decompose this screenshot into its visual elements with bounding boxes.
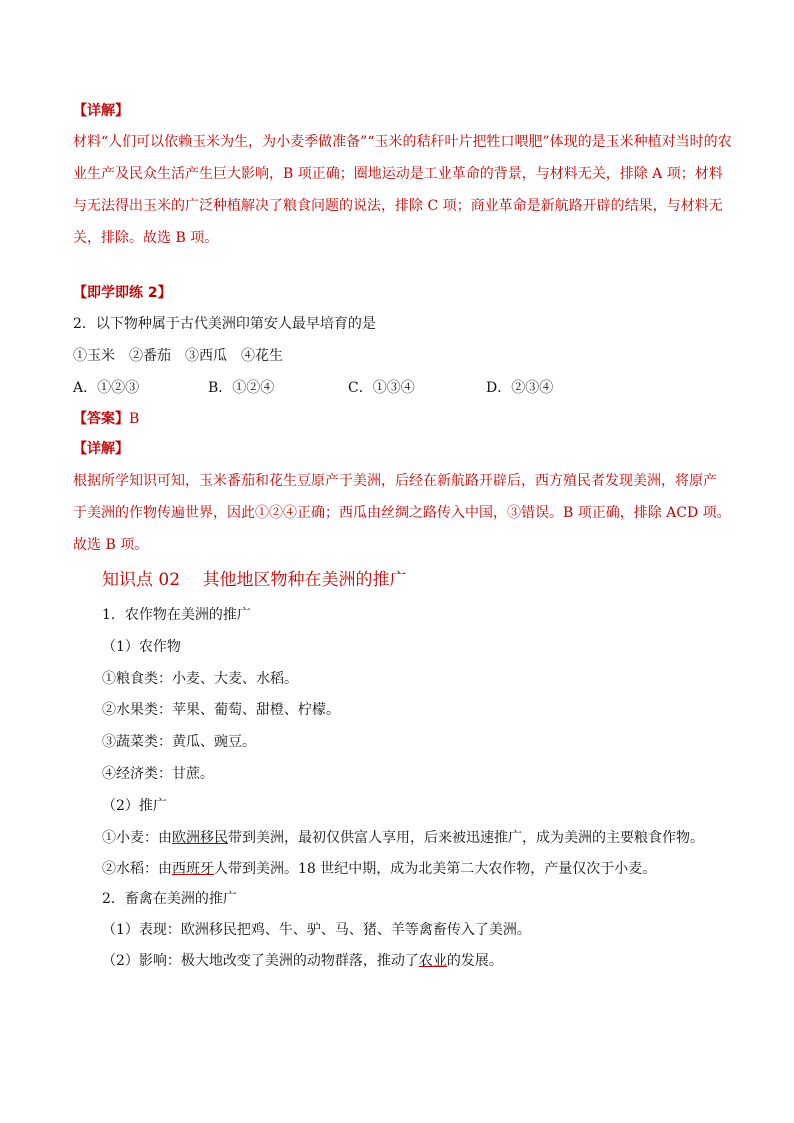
- option-c: C．①③④: [348, 380, 415, 396]
- explain-line: 材料“人们可以依赖玉米为生，为小麦季做准备”“玉米的秸秆叶片把牲口喂肥”体现的是玉米种植对当时的农: [73, 134, 732, 150]
- subheading: 1．农作物在美洲的推广: [102, 607, 251, 623]
- explain-line: 于美洲的作物传遍世界，因此①②④正确；西瓜由丝绸之路传入中国，③错误。B 项正确，排除 ACD 项。: [73, 505, 731, 521]
- option-d: D．②③④: [486, 380, 554, 396]
- practice-label: 【即学即练 2】: [73, 285, 172, 301]
- explain-label: 【详解】: [73, 103, 129, 119]
- livestock-line: （1）表现：欧洲移民把鸡、牛、驴、马、猪、羊等禽畜传入了美洲。: [102, 922, 531, 938]
- promo-text: 人带到美洲。18 世纪中期，成为北美第二大农作物，产量仅次于小麦。: [214, 861, 657, 877]
- crop-item: ①粮食类：小麦、大麦、水稻。: [102, 671, 298, 687]
- explain-line: 关，排除。故选 B 项。: [73, 230, 219, 246]
- question-items: ①玉米 ②番茄 ③西瓜 ④花生: [73, 348, 283, 364]
- underlined-term: 西班牙: [172, 861, 214, 877]
- explain-line: 与无法得出玉米的广泛种植解决了粮食问题的说法，排除 C 项；商业革命是新航路开辟的结果，与材料无: [73, 198, 723, 214]
- option-b: B．①②④: [208, 380, 275, 396]
- promo-text: ②水稻：由: [102, 861, 172, 877]
- impact-text: 的发展。: [446, 953, 503, 969]
- explain-line: 故选 B 项。: [73, 537, 149, 553]
- livestock-line: [102, 951, 503, 971]
- subheading: （1）农作物: [102, 639, 181, 655]
- promo-line: [102, 859, 656, 879]
- subheading: （2）推广: [102, 798, 167, 814]
- promo-text: 带到美洲，最初仅供富人享用，后来被迅速推广，成为美洲的主要粮食作物。: [228, 830, 704, 846]
- crop-item: ③蔬菜类：黄瓜、豌豆。: [102, 734, 256, 750]
- crop-item: ④经济类：甘蔗。: [102, 766, 214, 782]
- crop-item: ②水果类：苹果、葡萄、甜橙、柠檬。: [102, 702, 340, 718]
- underlined-term: 欧洲移民: [172, 830, 228, 846]
- section-heading: 知识点 02 其他地区物种在美洲的推广: [102, 570, 407, 590]
- explain-line: 业生产及民众生活产生巨大影响，B 项正确；圈地运动是工业革命的背景，与材料无关，排除 A 项；材料: [73, 166, 723, 182]
- question-text: 2．以下物种属于古代美洲印第安人最早培育的是: [73, 316, 376, 332]
- promo-line: [102, 828, 704, 848]
- explain-label-2: 【详解】: [73, 441, 129, 457]
- promo-text: ①小麦：由: [102, 830, 172, 846]
- answer-label: 【答案】: [73, 411, 129, 427]
- explain-line: 根据所学知识可知，玉米番茄和花生豆原产于美洲，后经在新航路开辟后，西方殖民者发现美洲，将原产: [73, 473, 717, 489]
- underlined-term: 农业: [418, 953, 447, 969]
- answer-line: [73, 409, 139, 429]
- subheading: 2．畜禽在美洲的推广: [102, 891, 237, 907]
- answer-value: B: [129, 411, 140, 427]
- impact-text: （2）影响：极大地改变了美洲的动物群落，推动了: [102, 953, 419, 969]
- option-a: A．①②③: [73, 380, 140, 396]
